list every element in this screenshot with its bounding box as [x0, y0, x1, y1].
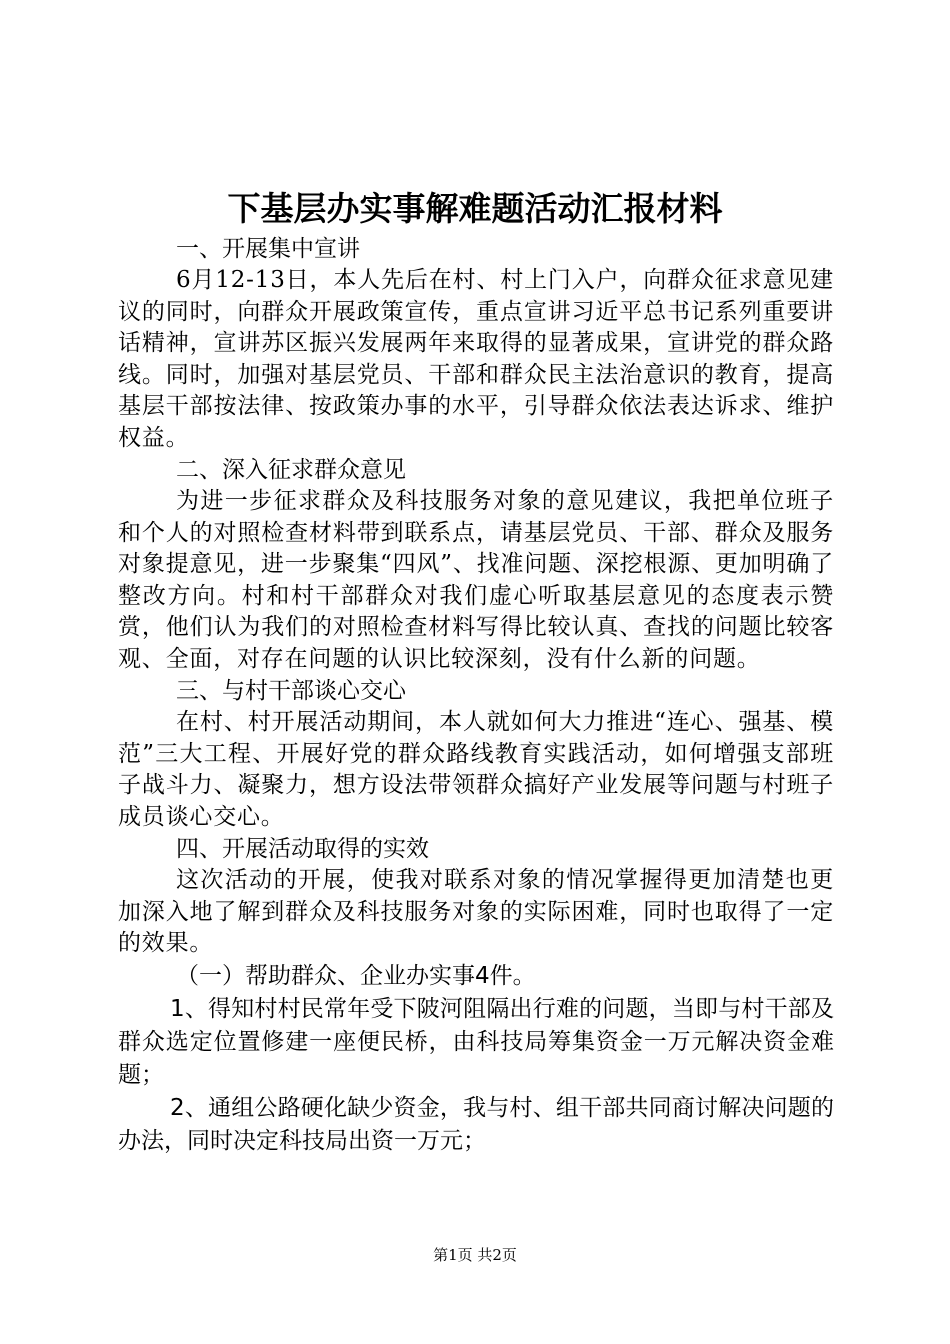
- list-item-1: 1、得知村村民常年受下陂河阻隔出行难的问题，当即与村干部及群众选定位置修建一座便民桥，由科技局筹集资金一万元解决资金难题；: [118, 995, 834, 1088]
- page-footer: 第1页 共2页: [433, 1246, 517, 1264]
- section-paragraph-4: 这次活动的开展，使我对联系对象的情况掌握得更加清楚也更加深入地了解到群众及科技服务对象的实际困难，同时也取得了一定的效果。: [118, 867, 834, 956]
- list-item-2: 2、通组公路硬化缺少资金，我与村、组干部共同商讨解决问题的办法，同时决定科技局出资一万元；: [118, 1094, 834, 1154]
- document-body: [118, 233, 834, 1158]
- section-heading-1: 一、开展集中宣讲: [176, 236, 360, 262]
- section-heading-2: 二、深入征求群众意见: [176, 457, 406, 483]
- section-heading-4: 四、开展活动取得的实效: [176, 836, 429, 862]
- subsection-heading: （一）帮助群众、企业办实事4件。: [176, 962, 536, 989]
- section-heading-3: 三、与村干部谈心交心: [176, 678, 406, 704]
- section-paragraph-3: 在村、村开展活动期间，本人就如何大力推进“连心、强基、模范”三大工程、开展好党的群众路线教育实践活动，如何增强支部班子战斗力、凝聚力，想方设法带领群众搞好产业发展等问题与村班子成员谈心交心。: [118, 709, 834, 830]
- document-title: 下基层办实事解难题活动汇报材料: [227, 189, 723, 228]
- section-paragraph-2: 为进一步征求群众及科技服务对象的意见建议，我把单位班子和个人的对照检查材料带到联系点，请基层党员、干部、群众及服务对象提意见，进一步聚集“四风”、找准问题、深挖根源、更加明确了整改方向。村和村干部群众对我们虚心听取基层意见的态度表示赞赏，他们认为我们的对照检查材料写得比较认真、查找的问题比较客观、全面，对存在问题的认识比较深刻，没有什么新的问题。: [118, 488, 834, 672]
- section-paragraph-1: 6月12-13日，本人先后在村、村上门入户，向群众征求意见建议的同时，向群众开展政策宣传，重点宣讲习近平总书记系列重要讲话精神，宣讲苏区振兴发展两年来取得的显著成果，宣讲党的群众路线。同时，加强对基层党员、干部和群众民主法治意识的教育，提高基层干部按法律、按政策办事的水平，引导群众依法表达诉求、维护权益。: [118, 267, 834, 451]
